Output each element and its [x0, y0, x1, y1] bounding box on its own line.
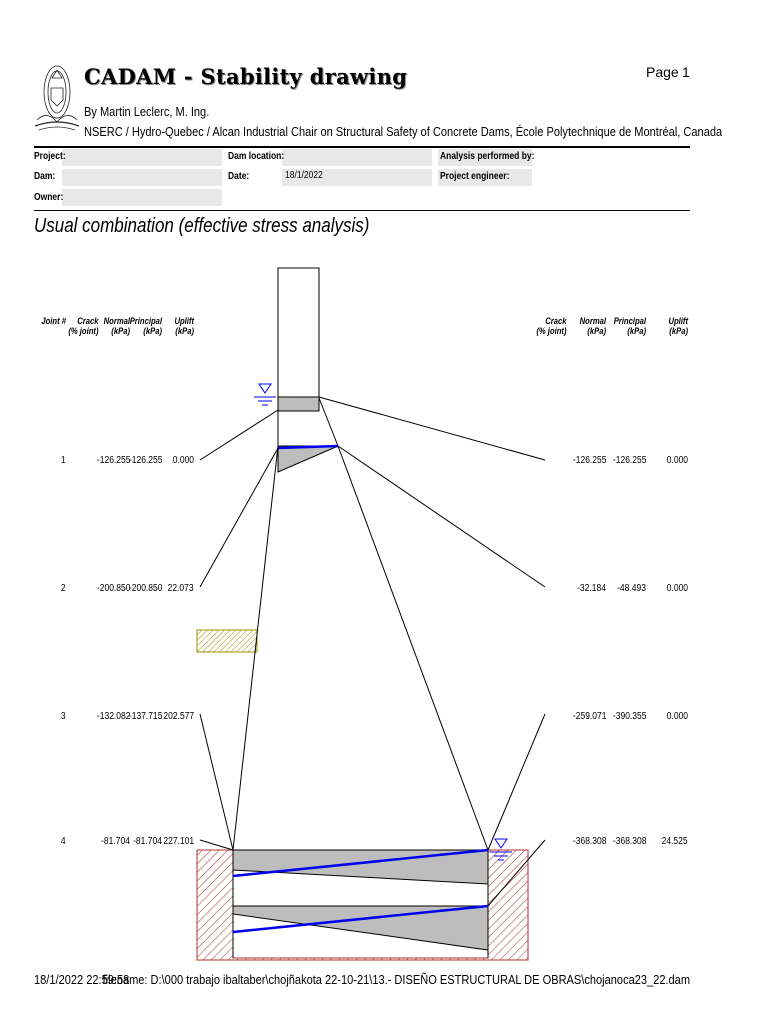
left-header-normal: Normal (kPa) — [103, 316, 130, 336]
date-value: 18/1/2022 — [285, 170, 323, 181]
joint-id: 1 — [61, 455, 66, 466]
right-uplift-value: 0.000 — [666, 583, 688, 594]
left-normal-value: -81.704 — [101, 836, 130, 847]
sediment-layer — [197, 630, 257, 652]
dam-label: Dam: — [34, 171, 56, 182]
dam-location-label: Dam location: — [228, 151, 285, 162]
left-normal-value: -200.850 — [96, 583, 130, 594]
left-principal-value: -200.850 — [128, 583, 162, 594]
stress-diagrams — [233, 397, 488, 950]
joint-id: 3 — [61, 711, 66, 722]
left-header-uplift: Uplift (kPa) — [174, 316, 194, 336]
left-principal-value: -126.255 — [128, 455, 162, 466]
left-principal-value: -137.715 — [128, 711, 162, 722]
right-principal-value: -48.493 — [617, 583, 646, 594]
right-uplift-value: 0.000 — [666, 455, 688, 466]
footer-filename: filename: D:\000 trabajo ibaltaber\chojñakota 22-10-21\13.- DISEÑO ESTRUCTURAL DE OBRAS\chojanoca23_22.dam — [102, 972, 690, 987]
right-header-crack: Crack (% joint) — [535, 316, 566, 336]
page-number: 1 — [682, 64, 690, 80]
right-uplift-value: 0.000 — [666, 711, 688, 722]
right-normal-value: -126.255 — [572, 455, 606, 466]
left-header-joint: Joint # — [41, 316, 66, 326]
right-header-principal: Principal (kPa) — [613, 316, 646, 336]
right-normal-value: -368.308 — [572, 836, 606, 847]
combination-title: Usual combination (effective stress analysis) — [34, 215, 370, 237]
right-principal-value: -390.355 — [612, 711, 646, 722]
date-label: Date: — [228, 171, 250, 182]
right-principal-value: -368.308 — [612, 836, 646, 847]
right-header-uplift: Uplift (kPa) — [668, 316, 688, 336]
joint-id: 4 — [61, 836, 66, 847]
left-uplift-value: 227.101 — [163, 836, 194, 847]
analysis-by-label: Analysis performed by: — [440, 151, 535, 162]
right-uplift-value: 24.525 — [661, 836, 688, 847]
footer-timestamp: 18/1/2022 22:59:58 — [34, 972, 130, 987]
left-uplift-value: 22.073 — [167, 583, 194, 594]
right-header-normal: Normal (kPa) — [579, 316, 606, 336]
right-normal-value: -259.071 — [572, 711, 606, 722]
right-normal-value: -32.184 — [577, 583, 606, 594]
left-header-crack: Crack (% joint) — [67, 316, 98, 336]
project-engineer-label: Project engineer: — [440, 171, 510, 182]
page-label: Page — [646, 64, 679, 80]
app-title: CADAM - Stability drawing — [84, 64, 408, 89]
owner-label: Owner: — [34, 192, 64, 203]
left-principal-value: -81.704 — [133, 836, 162, 847]
left-uplift-value: 202.577 — [163, 711, 194, 722]
project-label: Project: — [34, 151, 66, 162]
right-principal-value: -126.255 — [612, 455, 646, 466]
left-normal-value: -132.082 — [96, 711, 130, 722]
chair-line: NSERC / Hydro-Quebec / Alcan Industrial Chair on Structural Safety of Concrete Dams, École Polytechnique de Montréal, Canada — [84, 124, 723, 139]
left-header-principal: Principal (kPa) — [129, 316, 162, 336]
right-leader-lines — [319, 397, 545, 906]
left-uplift-value: 0.000 — [172, 455, 194, 466]
joint-id: 2 — [61, 583, 66, 594]
left-normal-value: -126.255 — [96, 455, 130, 466]
author-line: By Martin Leclerc, M. Ing. — [84, 104, 210, 119]
headwater-marker — [254, 384, 276, 405]
